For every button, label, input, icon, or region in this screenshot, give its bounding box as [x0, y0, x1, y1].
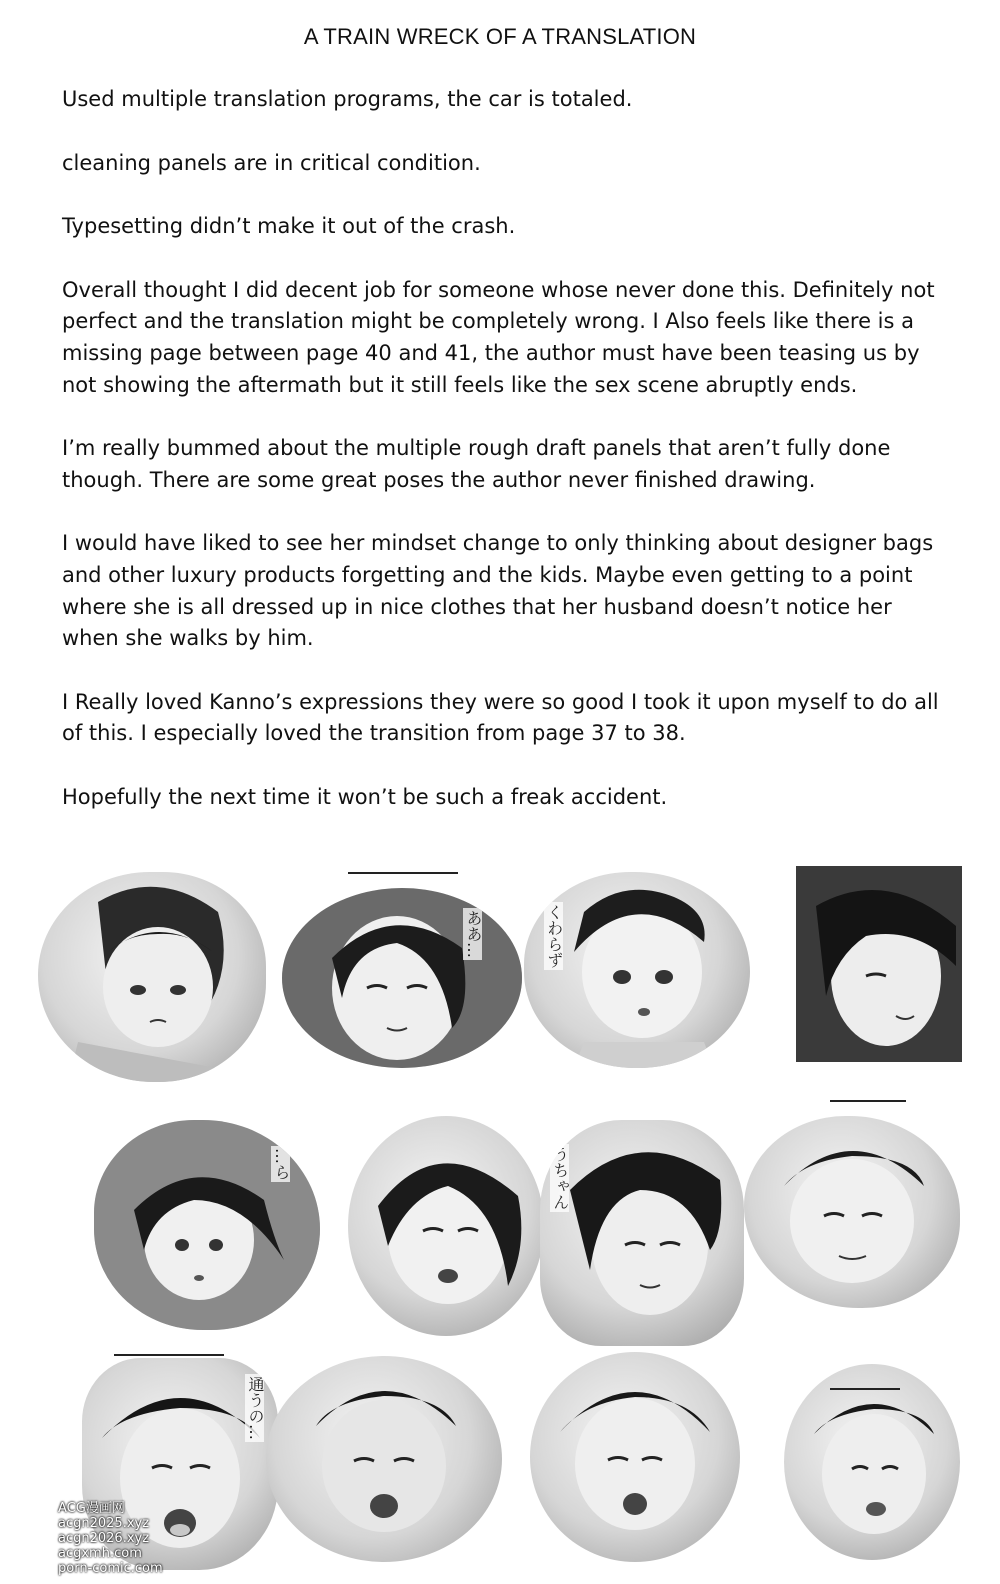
paragraph: Typesetting didn’t make it out of the crash. — [62, 214, 516, 239]
face-illustration — [796, 866, 962, 1062]
speech-text: 通うの… — [246, 1376, 265, 1440]
face-illustration — [282, 888, 522, 1068]
manga-panel-image — [266, 1356, 502, 1562]
panel-border-line — [830, 1100, 906, 1102]
manga-panel-image — [796, 866, 962, 1062]
paragraph: I Really loved Kanno’s expressions they were so good I took it upon myself to do all of this. I especially loved the transition from page 37 to 38. — [62, 689, 939, 746]
manga-panel-image — [540, 1120, 744, 1346]
speech-text: …ら — [272, 1148, 291, 1180]
watermark-line: acgn2026.xyz — [58, 1531, 150, 1546]
watermark-line: porn-comic.com — [58, 1561, 163, 1576]
manga-panel-image — [348, 1116, 544, 1336]
panel-border-line — [114, 1354, 224, 1356]
speech-text: くわらず — [544, 904, 564, 968]
watermark-line: acgxmh.com — [58, 1546, 142, 1561]
manga-panel-image — [524, 872, 750, 1068]
face-illustration — [744, 1116, 960, 1308]
manga-panel-image — [94, 1120, 320, 1330]
manga-panel-image — [38, 872, 266, 1082]
manga-panel-image — [784, 1364, 960, 1560]
notes-body — [62, 84, 942, 846]
paragraph: I would have liked to see her mindset change to only thinking about designer bags and other luxury products forgetting and the kids. Maybe even getting to a point where she is all dressed up in nice clothes that her husband doesn’t notice her when she walks by him. — [62, 531, 934, 651]
manga-panel-image — [282, 888, 522, 1068]
watermark-line: acgn2025.xyz — [58, 1516, 150, 1531]
watermark-line: ACG漫画网 — [58, 1501, 125, 1516]
face-illustration — [530, 1352, 740, 1562]
manga-panel-image — [744, 1116, 960, 1308]
face-illustration — [38, 872, 266, 1082]
manga-panel-gallery — [30, 858, 970, 1578]
speech-text: ああ… — [464, 910, 483, 958]
page-title: A TRAIN WRECK OF A TRANSLATION — [303, 24, 697, 49]
paragraph: Used multiple translation programs, the car is totaled. — [62, 87, 633, 111]
face-illustration — [348, 1116, 544, 1336]
site-watermark — [58, 1501, 163, 1576]
paragraph: cleaning panels are in critical condition. — [62, 150, 481, 175]
face-illustration — [266, 1356, 502, 1562]
panel-border-line — [830, 1388, 900, 1390]
manga-panel-image — [530, 1352, 740, 1562]
speech-text: うちゃん — [550, 1146, 570, 1210]
paragraph: Overall thought I did decent job for someone whose never done this. Definitely not perfect and the translation might be completely wrong. I Also feels like there is a missing page between page 40 and 41, the author must have been teasing us by not showing the aftermath but it still feels like the sex scene abruptly ends. — [62, 277, 935, 397]
panel-border-line — [348, 872, 458, 874]
paragraph: I’m really bummed about the multiple rough draft panels that aren’t fully done though. There are some great poses the author never finished drawing. — [62, 436, 891, 492]
face-illustration — [784, 1364, 960, 1560]
paragraph: Hopefully the next time it won’t be such a freak accident. — [62, 784, 668, 809]
face-illustration — [540, 1120, 744, 1346]
